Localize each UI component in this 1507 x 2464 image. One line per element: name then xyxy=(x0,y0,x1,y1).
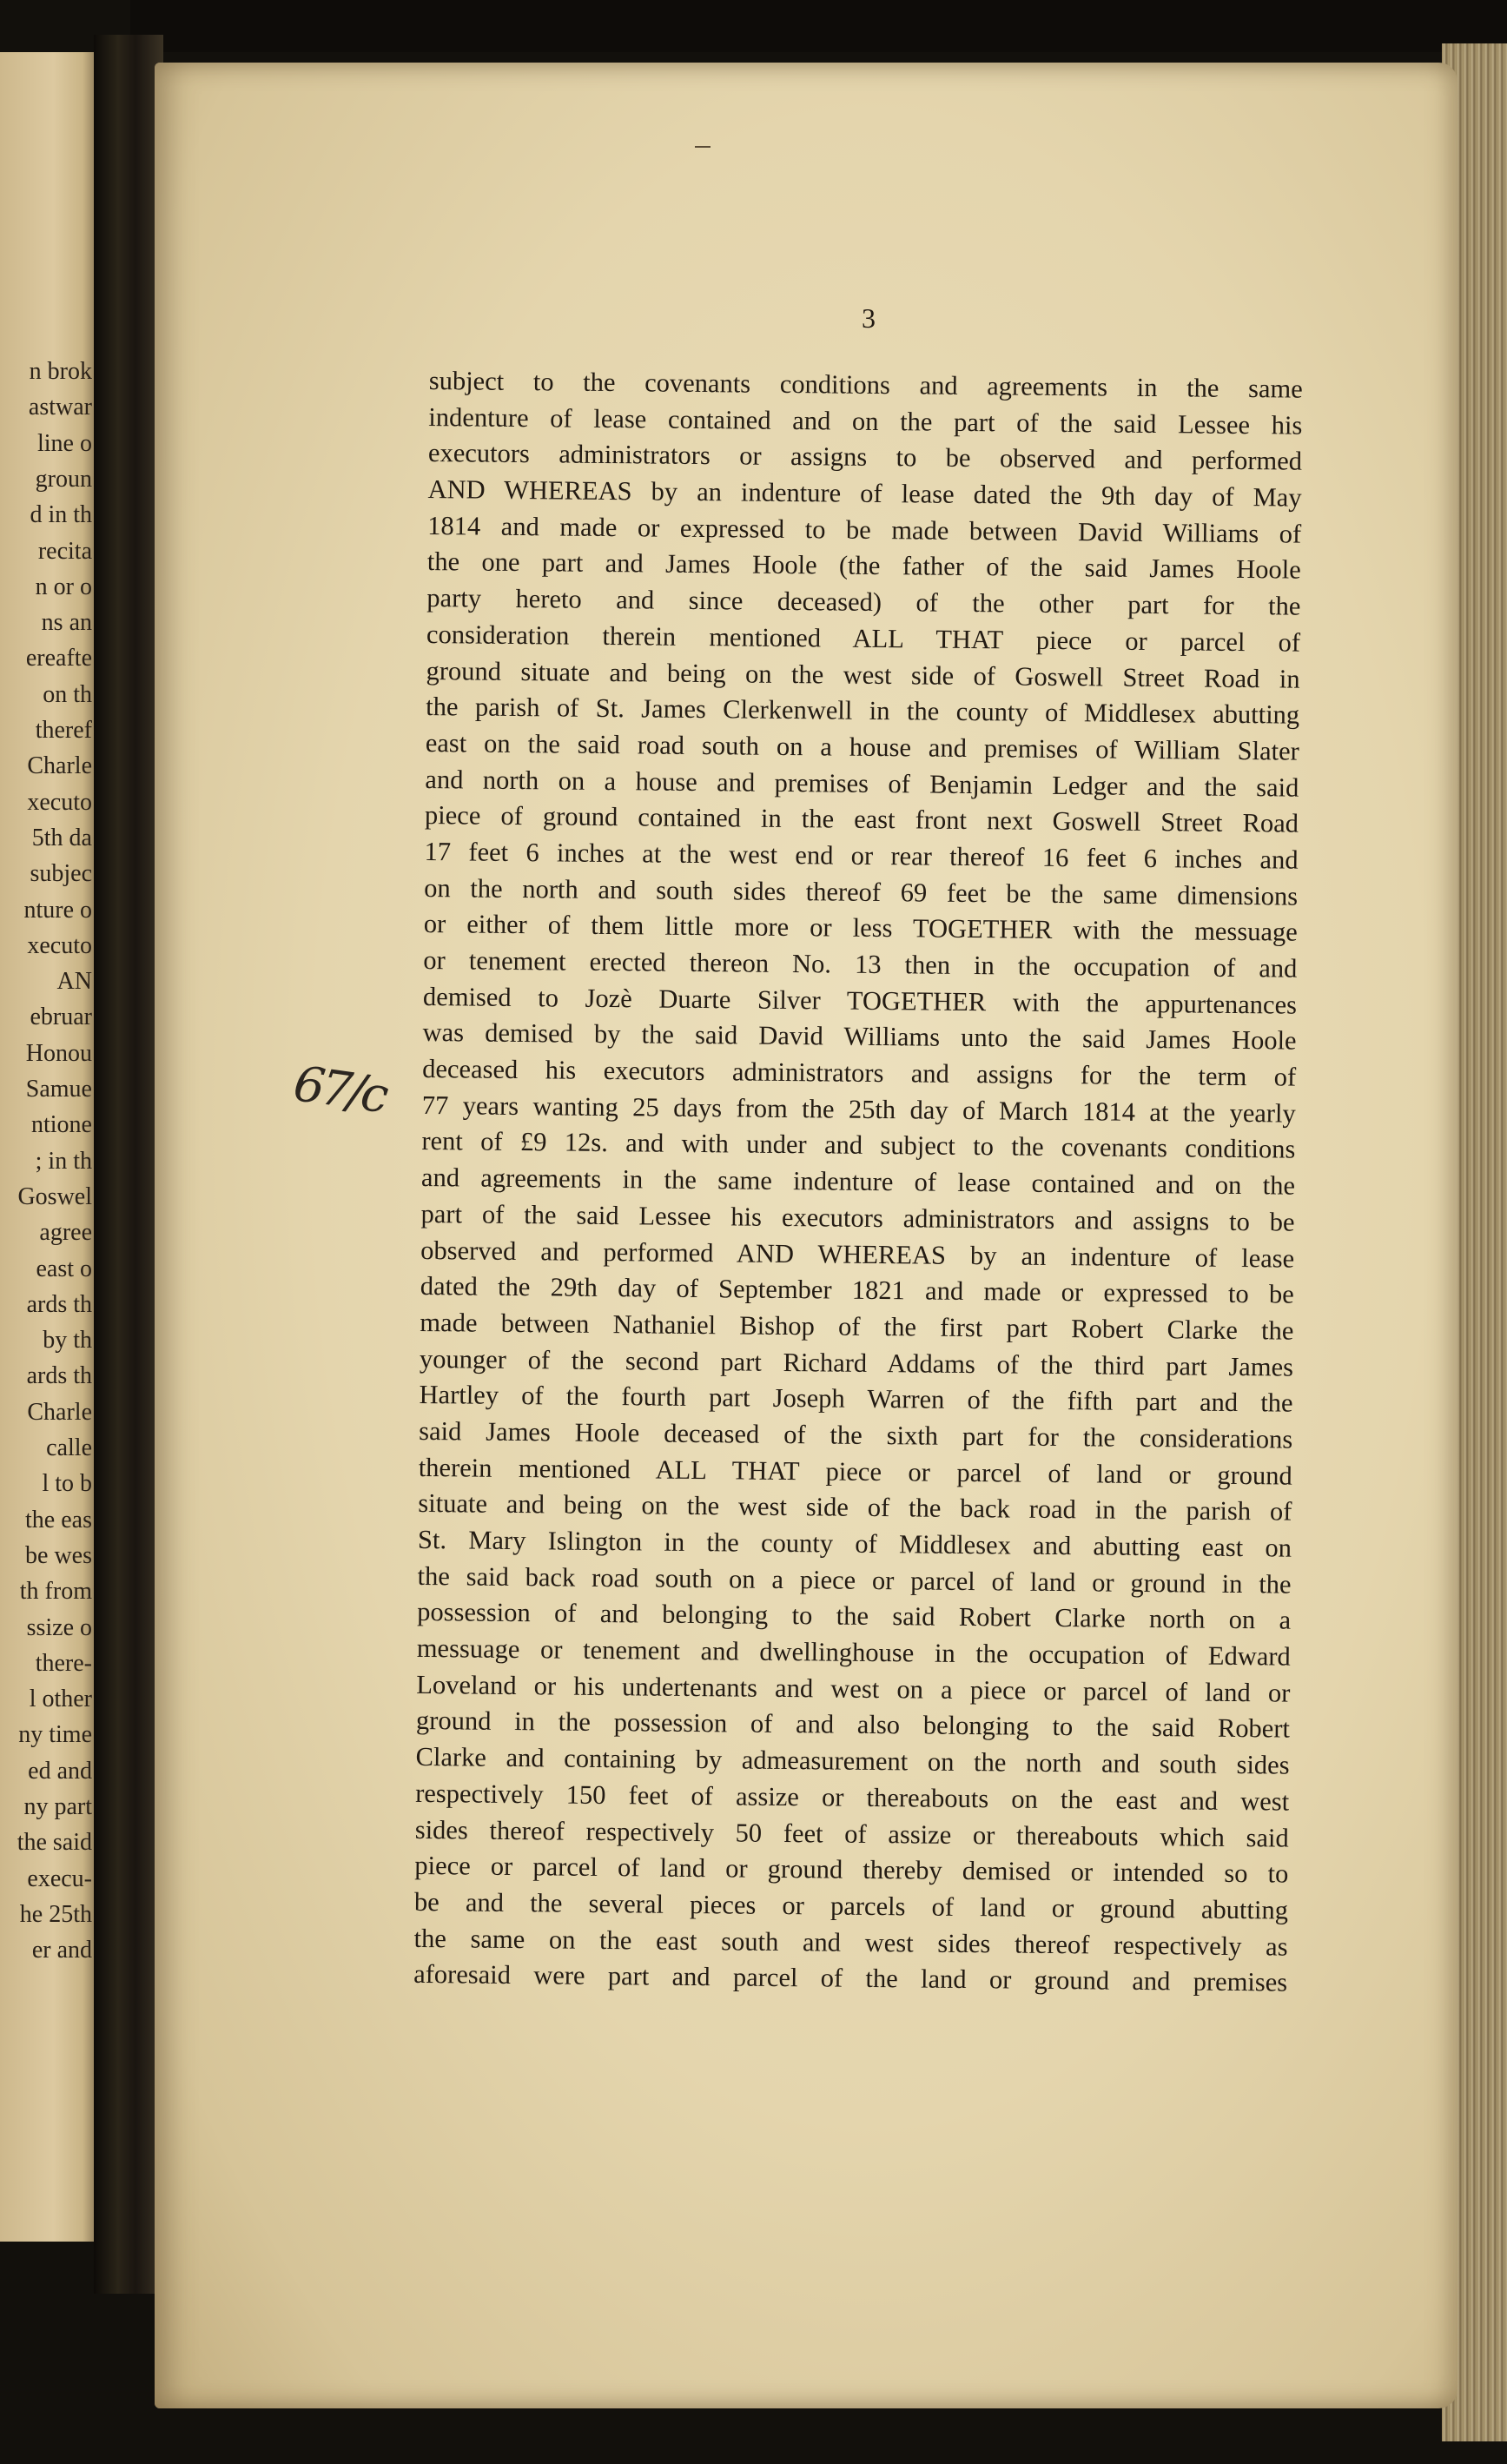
scan-top-background xyxy=(130,0,1507,52)
facing-page-text-fragment: AN xyxy=(56,968,92,996)
text-line: Loveland or his undertenants and west on a piece or parcel of land or xyxy=(416,1669,1291,1708)
facing-page-text-fragment: xecuto xyxy=(27,788,92,816)
facing-page-text-fragment: d in th xyxy=(30,501,92,529)
facing-page-text-fragment: Charle xyxy=(27,752,92,780)
facing-page-text-fragment: be wes xyxy=(25,1541,92,1569)
text-line: messuage or tenement and dwellinghouse in the occupation of Edward xyxy=(416,1633,1291,1672)
facing-page-text-fragment: ebruar xyxy=(30,1003,92,1031)
facing-page-text-fragment: ntione xyxy=(31,1111,92,1139)
facing-page-text-fragment: n or o xyxy=(35,573,92,600)
text-line: therein mentioned ALL THAT piece or parcel of land or ground xyxy=(418,1452,1292,1491)
text-line: respectively 150 feet of assize or thereabouts on the east and west xyxy=(415,1778,1290,1817)
text-line: subject to the covenants conditions and agreements in the same xyxy=(428,365,1303,404)
text-line: or tenement erected thereon No. 13 then in the occupation of and xyxy=(423,944,1298,984)
facing-page-text-fragment: l other xyxy=(29,1686,92,1713)
text-line: and agreements in the same indenture of lease contained and on the xyxy=(420,1162,1296,1201)
text-line: sides thereof respectively 50 feet of assize or thereabouts which said xyxy=(414,1814,1289,1853)
text-line: deceased his executors administrators and assigns for the term of xyxy=(422,1054,1297,1092)
text-line: on the north and south sides thereof 69 feet be the same dimensions xyxy=(424,872,1299,911)
facing-page-text-fragment: execu- xyxy=(27,1865,92,1892)
text-line: demised to Jozè Duarte Silver TOGETHER with the appurtenances xyxy=(422,981,1298,1020)
text-line: piece of ground contained in the east front next Goswell Street Road xyxy=(424,800,1299,838)
facing-page-text-fragment: theref xyxy=(35,717,92,744)
facing-page-text-fragment: ny time xyxy=(18,1721,92,1749)
facing-page-text-fragment: agree xyxy=(39,1219,92,1247)
text-line: executors administrators or assigns to be observed and performed xyxy=(427,438,1303,477)
facing-page-text-fragment: the eas xyxy=(25,1506,92,1533)
facing-page-text-fragment: ; in th xyxy=(35,1147,92,1175)
book-binding-gutter xyxy=(94,35,163,2294)
facing-page-text-fragment: l to b xyxy=(42,1470,92,1498)
text-line: part of the said Lessee his executors administrators and assigns to be xyxy=(420,1198,1295,1237)
text-line: observed and performed AND WHEREAS by an indenture of lease xyxy=(420,1235,1295,1274)
handwritten-margin-note: 67/c xyxy=(289,1055,389,1125)
facing-page-text-fragment: there- xyxy=(35,1649,92,1677)
text-line: ground situate and being on the west side of Goswell Street Road in xyxy=(426,655,1300,694)
facing-page-text-fragment: xecuto xyxy=(27,931,92,959)
facing-page-fragment xyxy=(0,52,97,2242)
text-line: aforesaid were part and parcel of the land or ground and premises xyxy=(413,1959,1288,1997)
text-line: said James Hoole deceased of the sixth part for the considerations xyxy=(419,1415,1293,1454)
text-line: 1814 and made or expressed to be made between David Williams of xyxy=(427,510,1302,549)
facing-page-text-fragment: by th xyxy=(43,1327,92,1355)
text-line: the said back road south on a piece or parcel of land or ground in the xyxy=(417,1560,1292,1600)
facing-page-text-fragment: groun xyxy=(35,465,92,493)
facing-page-text-fragment: ns an xyxy=(41,609,92,637)
facing-page-text-fragment: ards th xyxy=(26,1290,92,1318)
text-line: ground in the possession of and also belonging to the said Robert xyxy=(415,1706,1291,1745)
text-line: dated the 29th day of September 1821 and made or expressed to be xyxy=(420,1271,1294,1309)
text-line: Hartley of the fourth part Joseph Warren of the fifth part and the xyxy=(419,1380,1293,1418)
facing-page-text-fragment: ards th xyxy=(26,1362,92,1390)
text-line: St. Mary Islington in the county of Middlesex and abutting east on xyxy=(417,1524,1292,1563)
text-line: younger of the second part Richard Addams of the third part James xyxy=(419,1343,1294,1382)
text-line: piece or parcel of land or ground thereby demised or intended so to xyxy=(414,1851,1289,1889)
text-line: AND WHEREAS by an indenture of lease dated the 9th day of May xyxy=(427,474,1302,513)
facing-page-text-fragment: 5th da xyxy=(31,824,92,851)
text-line: and north on a house and premises of Benjamin Ledger and the said xyxy=(425,764,1299,803)
facing-page-text-fragment: th from xyxy=(19,1578,92,1606)
facing-page-text-fragment: subjec xyxy=(30,860,92,888)
facing-page-text-fragment: astwar xyxy=(28,394,92,421)
facing-page-text-fragment: Charle xyxy=(27,1398,92,1426)
text-line: was demised by the said David Williams unto the said James Hoole xyxy=(422,1017,1297,1056)
facing-page-text-fragment: the said xyxy=(17,1829,92,1857)
facing-page-text-fragment: ssize o xyxy=(26,1613,92,1641)
body-text xyxy=(413,363,1303,2002)
facing-page-text-fragment: Honou xyxy=(25,1039,92,1067)
facing-page-text-fragment: on th xyxy=(43,680,92,708)
facing-page-text-fragment: east o xyxy=(36,1255,92,1282)
facing-page-text-fragment: ny part xyxy=(23,1793,92,1820)
facing-page-text-fragment: calle xyxy=(46,1434,92,1461)
facing-page-text-fragment: Samue xyxy=(25,1076,92,1103)
text-line: or either of them little more or less TOGETHER with the messuage xyxy=(423,909,1298,947)
text-line: east on the said road south on a house and premises of William Slater xyxy=(425,727,1299,766)
text-line: party hereto and since deceased) of the other part for the xyxy=(426,583,1301,621)
text-line: 77 years wanting 25 days from the 25th day of March 1814 at the yearly xyxy=(421,1090,1296,1129)
facing-page-text-fragment: Goswel xyxy=(17,1182,92,1210)
text-line: the one part and James Hoole (the father of the said James Hoole xyxy=(426,546,1301,586)
text-line: the parish of St. James Clerkenwell in the county of Middlesex abutting xyxy=(426,692,1300,730)
facing-page-text-fragment: nture o xyxy=(23,896,92,924)
text-line: possession of and belonging to the said Robert Clarke north on a xyxy=(417,1597,1292,1635)
text-line: consideration therein mentioned ALL THAT piece or parcel of xyxy=(426,619,1301,658)
text-line: Clarke and containing by admeasurement on the north and south sides xyxy=(415,1742,1290,1780)
facing-page-text-fragment: er and xyxy=(31,1937,92,1964)
text-line: the same on the east south and west sides thereof respectively as xyxy=(413,1923,1288,1962)
facing-page-text-fragment: he 25th xyxy=(19,1900,92,1928)
page-number: 3 xyxy=(862,302,876,334)
facing-page-text-fragment: n brok xyxy=(29,358,92,385)
stray-mark xyxy=(695,146,711,148)
text-line: rent of £9 12s. and with under and subject to the covenants conditions xyxy=(421,1126,1296,1165)
text-line: 17 feet 6 inches at the west end or rear thereof 16 feet 6 inches and xyxy=(424,836,1299,875)
facing-page-text-fragment: ed and xyxy=(28,1757,92,1785)
text-line: made between Nathaniel Bishop of the first part Robert Clarke the xyxy=(420,1307,1294,1346)
text-line: be and the several pieces or parcels of land or ground abutting xyxy=(413,1886,1289,1925)
text-line: situate and being on the west side of the back road in the parish of xyxy=(418,1488,1292,1527)
facing-page-text-fragment: line o xyxy=(37,429,92,457)
text-line: indenture of lease contained and on the part of the said Lessee his xyxy=(428,401,1303,440)
facing-page-text-fragment: ereafte xyxy=(25,645,92,672)
facing-page-text-fragment: recita xyxy=(37,537,92,565)
